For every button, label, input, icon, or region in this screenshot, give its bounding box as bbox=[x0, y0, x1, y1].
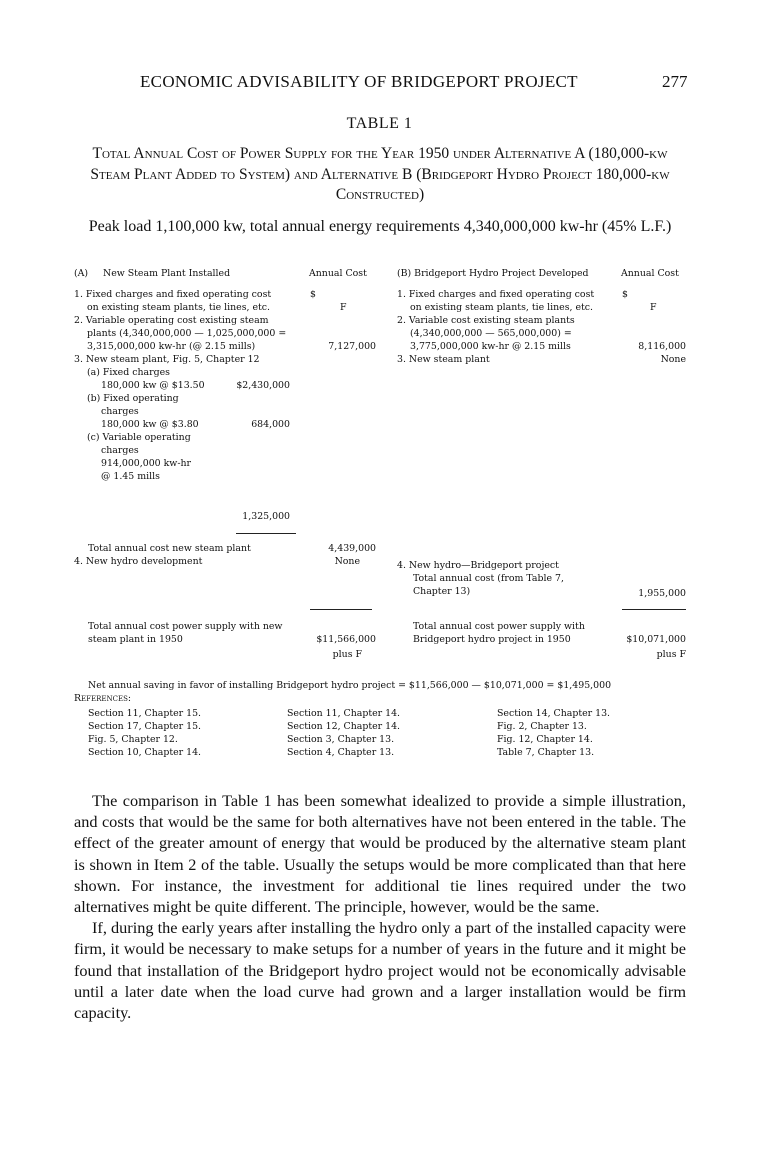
left-item-1-cost: F bbox=[340, 302, 347, 313]
reference-col3-row4: Table 7, Chapter 13. bbox=[497, 747, 595, 758]
peak-load-line: Peak load 1,100,000 kw, total annual energy requirements 4,340,000,000 kw-hr (45% L.F.) bbox=[88, 218, 672, 235]
left-sub-c-line4: @ 1.45 mills bbox=[101, 471, 160, 482]
left-sub-b-line2: charges bbox=[101, 406, 139, 417]
right-grand-total-plus: plus F bbox=[656, 649, 686, 660]
left-item-4: 4. New hydro development bbox=[74, 556, 203, 567]
left-total-new-steam: Total annual cost new steam plant bbox=[88, 543, 251, 554]
right-item-4-cost: 1,955,000 bbox=[638, 588, 686, 599]
left-sub-a-line1: (a) Fixed charges bbox=[87, 367, 170, 378]
reference-col1-row4: Section 10, Chapter 14. bbox=[88, 747, 202, 758]
right-grand-total-amount: $10,071,000 bbox=[626, 634, 686, 645]
reference-col2-row1: Section 11, Chapter 14. bbox=[287, 708, 401, 719]
right-item-2-cost: 8,116,000 bbox=[638, 341, 686, 352]
table-number: TABLE 1 bbox=[346, 115, 413, 132]
right-item-2-line2: (4,340,000,000 — 565,000,000) = bbox=[410, 328, 572, 339]
body-text bbox=[74, 790, 686, 1023]
reference-col2-row4: Section 4, Chapter 13. bbox=[287, 747, 395, 758]
left-item-2-line1: 2. Variable operating cost existing steam bbox=[74, 315, 269, 326]
left-sub-a-amount: $2,430,000 bbox=[236, 380, 290, 391]
left-heading: (A) New Steam Plant Installed bbox=[74, 268, 231, 279]
right-item-2-line1: 2. Variable cost existing steam plants bbox=[397, 315, 575, 326]
body-paragraph-1: The comparison in Table 1 has been somewhat idealized to provide a simple illustration, and costs that would be the same for both alternatives have not been entered in the table. The effect of the greater amount of energy that would be produced by the alternative steam plant is shown in Item 2 of the table. Usually the setups would be more complicated than that here shown. For instance, the investment for additional tie lines required under the two alternatives might be quite different. The principle, however, would be the same. bbox=[74, 791, 686, 917]
left-sub-c-line3: 914,000,000 kw-hr bbox=[101, 458, 192, 469]
left-item-4-cost: None bbox=[334, 556, 360, 567]
left-cost-heading: Annual Cost bbox=[309, 268, 367, 279]
left-grand-total-line2: steam plant in 1950 bbox=[88, 634, 183, 645]
reference-col3-row3: Fig. 12, Chapter 14. bbox=[497, 734, 593, 745]
reference-col3-row2: Fig. 2, Chapter 13. bbox=[497, 721, 587, 732]
left-item-2-line2: plants (4,340,000,000 — 1,025,000,000 = bbox=[87, 328, 287, 339]
right-item-3: 3. New steam plant bbox=[397, 354, 490, 365]
right-grand-total-line2: Bridgeport hydro project in 1950 bbox=[413, 634, 571, 645]
right-item-1-line2: on existing steam plants, tie lines, etc. bbox=[410, 302, 594, 313]
reference-col1-row3: Fig. 5, Chapter 12. bbox=[88, 734, 178, 745]
left-sub-b-line3: 180,000 kw @ $3.80 bbox=[101, 419, 199, 430]
right-item-1-cost: F bbox=[650, 302, 657, 313]
right-item-2-line3: 3,775,000,000 kw-hr @ 2.15 mills bbox=[410, 341, 571, 352]
reference-col1-row1: Section 11, Chapter 15. bbox=[88, 708, 202, 719]
left-grand-total-amount: $11,566,000 bbox=[316, 634, 376, 645]
left-sub-a-line2: 180,000 kw @ $13.50 bbox=[101, 380, 205, 391]
left-sub-b-line1: (b) Fixed operating bbox=[87, 393, 179, 404]
left-sub-c-line1: (c) Variable operating bbox=[87, 432, 191, 443]
right-heading: (B) Bridgeport Hydro Project Developed bbox=[397, 268, 589, 279]
left-item-1-line1: 1. Fixed charges and fixed operating cost bbox=[74, 289, 272, 300]
left-item-1-dollar: $ bbox=[310, 289, 316, 300]
right-item-3-cost: None bbox=[660, 354, 686, 365]
right-grand-total-line1: Total annual cost power supply with bbox=[413, 621, 585, 632]
left-sub-c-line2: charges bbox=[101, 445, 139, 456]
table-caption: Total Annual Cost of Power Supply for the Year 1950 under Alternative A (180,000-kw Steam Plant Added to System) and Alternative B (Bridgeport Hydro Project 180,000-kw Constructed) bbox=[90, 145, 670, 203]
reference-col3-row1: Section 14, Chapter 13. bbox=[497, 708, 611, 719]
running-header: ECONOMIC ADVISABILITY OF BRIDGEPORT PROJECT bbox=[140, 72, 578, 91]
page-number: 277 bbox=[662, 72, 688, 91]
left-total-new-steam-amount: 4,439,000 bbox=[328, 543, 376, 554]
left-item-3: 3. New steam plant, Fig. 5, Chapter 12 bbox=[74, 354, 260, 365]
reference-col2-row2: Section 12, Chapter 14. bbox=[287, 721, 401, 732]
right-cost-heading: Annual Cost bbox=[621, 268, 679, 279]
body-paragraph-2: If, during the early years after installing the hydro only a part of the installed capacity were firm, it would be necessary to make setups for a number of years in the future and it might be found that installation of the Bridgeport hydro project would not be economically advisable until a later date when the load curve had grown and a larger installation would be firm capacity. bbox=[74, 918, 686, 1023]
right-item-1-line1: 1. Fixed charges and fixed operating cost bbox=[397, 289, 595, 300]
left-item-2-line3: 3,315,000,000 kw-hr (@ 2.15 mills) bbox=[87, 341, 256, 352]
subtotal-rule bbox=[236, 533, 296, 534]
left-sub-c-amount: 1,325,000 bbox=[242, 511, 290, 522]
left-total-rule bbox=[310, 609, 372, 610]
reference-col2-row3: Section 3, Chapter 13. bbox=[287, 734, 395, 745]
right-item-1-dollar: $ bbox=[622, 289, 628, 300]
right-item-4-line1: 4. New hydro—Bridgeport project bbox=[397, 560, 559, 571]
right-item-4-line2: Total annual cost (from Table 7, bbox=[413, 573, 564, 584]
right-item-4-line3: Chapter 13) bbox=[413, 586, 471, 597]
right-total-rule bbox=[622, 609, 686, 610]
net-saving-line: Net annual saving in favor of installing Bridgeport hydro project = $11,566,000 — $10,071,000 = $1,495,000 bbox=[88, 680, 612, 691]
left-grand-total-plus: plus F bbox=[332, 649, 362, 660]
references-label: References: bbox=[74, 693, 132, 704]
left-item-2-cost: 7,127,000 bbox=[328, 341, 376, 352]
left-item-1-line2: on existing steam plants, tie lines, etc. bbox=[87, 302, 271, 313]
reference-col1-row2: Section 17, Chapter 15. bbox=[88, 721, 202, 732]
left-sub-b-amount: 684,000 bbox=[251, 419, 290, 430]
left-grand-total-line1: Total annual cost power supply with new bbox=[88, 621, 283, 632]
